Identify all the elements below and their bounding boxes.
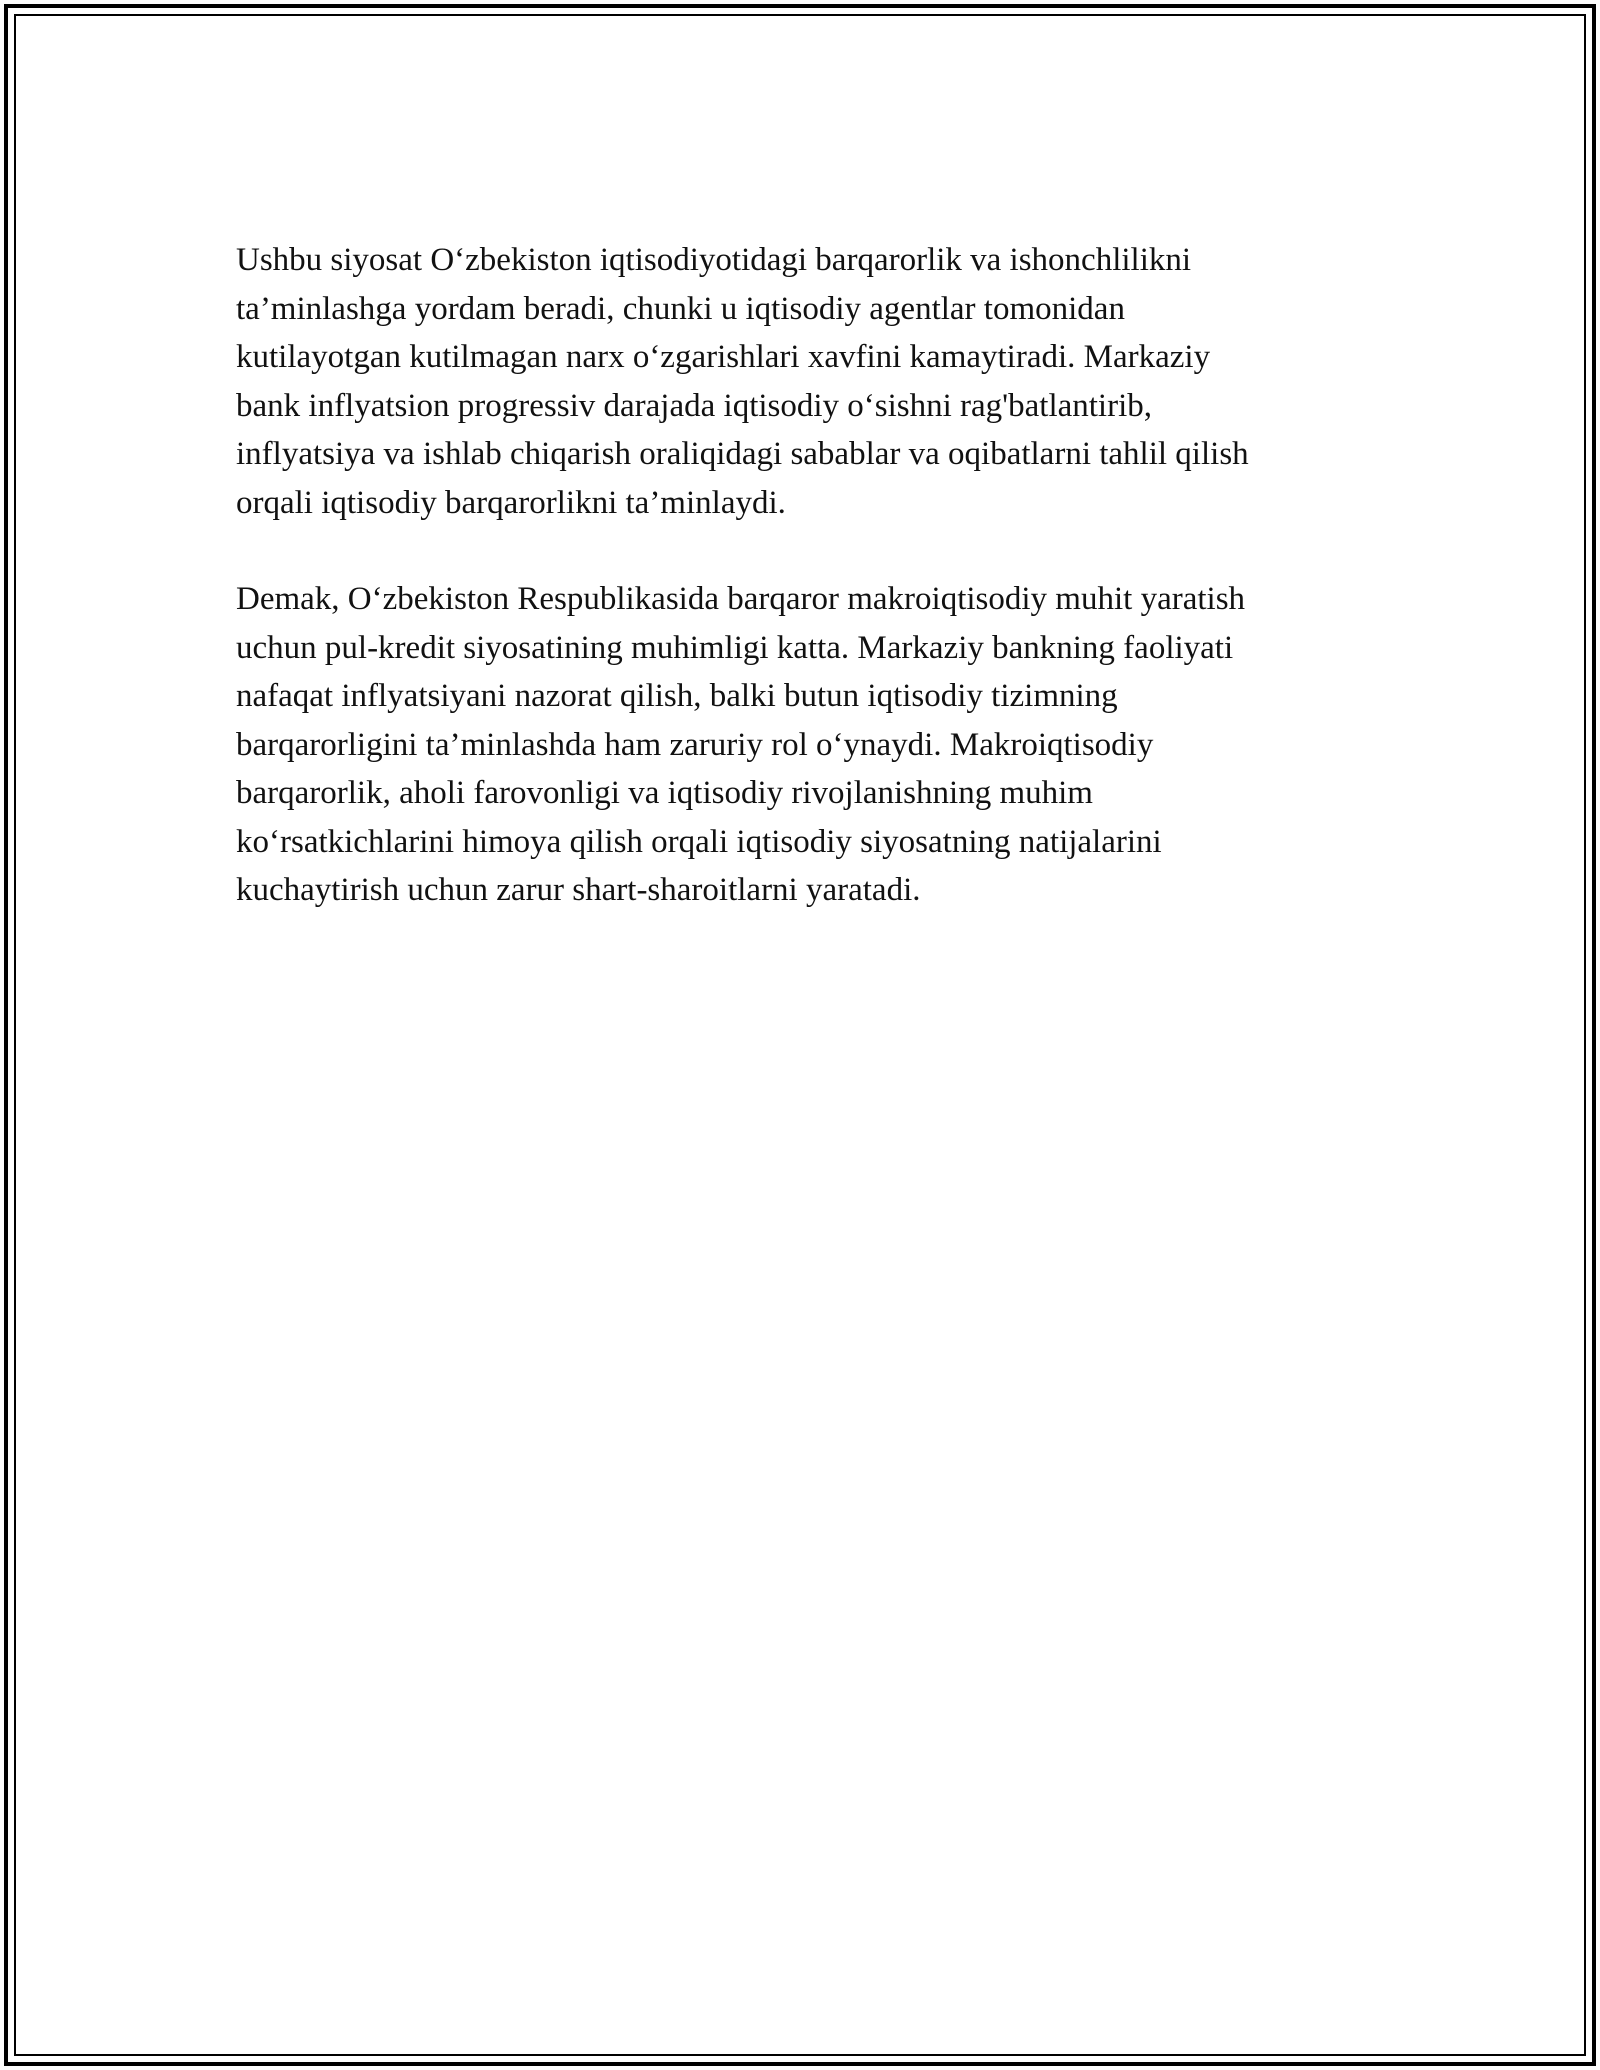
paragraph-line: kutilayotgan kutilmagan narx o‘zgarishlari xavfini kamaytiradi. Markaziy <box>236 339 1211 375</box>
paragraph-line: ta’minlashga yordam beradi, chunki u iqtisodiy agentlar tomonidan <box>236 290 1125 327</box>
paragraph-line: barqarorligini ta’minlashda ham zaruriy rol o‘ynaydi. Makroiqtisodiy <box>236 726 1154 763</box>
paragraph-line: ko‘rsatkichlarini himoya qilish orqali iqtisodiy siyosatning natijalarini <box>236 823 1162 860</box>
paragraph-line: inflyatsiya va ishlab chiqarish oraliqidagi sabablar va oqibatlarni tahlil qilish <box>236 436 1249 472</box>
paragraph-line: nafaqat inflyatsiyani nazorat qilish, balki butun iqtisodiy tizimning <box>236 678 1118 714</box>
paragraph-line: uchun pul-kredit siyosatining muhimligi katta. Markaziy bankning faoliyati <box>236 629 1234 666</box>
paragraph-line: kuchaytirish uchun zarur shart-sharoitlarni yaratadi. <box>236 872 921 908</box>
paragraph-1 <box>236 236 1376 527</box>
paragraph-line: Ushbu siyosat O‘zbekiston iqtisodiyotidagi barqarorlik va ishonchlilikni <box>236 242 1192 278</box>
paragraph-line: orqali iqtisodiy barqarorlikni ta’minlaydi. <box>236 484 786 521</box>
paragraph-2 <box>236 575 1376 915</box>
paragraph-line: barqarorlik, aholi farovonligi va iqtisodiy rivojlanishning muhim <box>236 775 1093 811</box>
paragraph-line: bank inflyatsion progressiv darajada iqtisodiy o‘sishni rag'batlantirib, <box>236 387 1153 424</box>
document-body <box>236 236 1376 963</box>
paragraph-line: Demak, O‘zbekiston Respublikasida barqaror makroiqtisodiy muhit yaratish <box>236 581 1246 617</box>
